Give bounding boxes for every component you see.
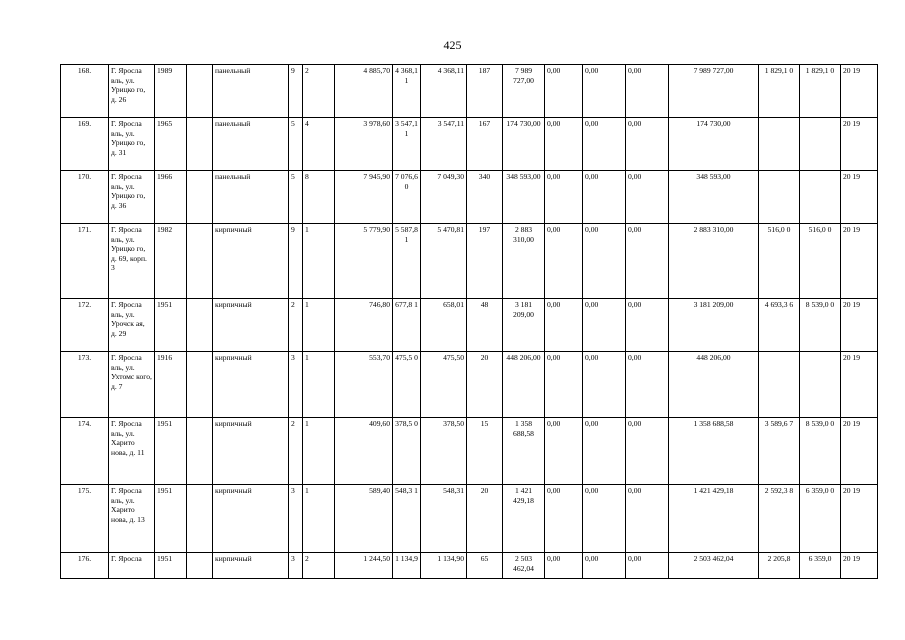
- cell-year-built: 1951: [155, 553, 187, 579]
- cell-area-living: 1 134,9: [393, 553, 421, 579]
- cell-cost-total: 174 730,00: [503, 118, 545, 171]
- cell-year-complete: 20 19: [841, 299, 878, 352]
- cell-area-residential: 378,50: [421, 418, 467, 485]
- cell-year-built: 1951: [155, 485, 187, 553]
- cell-area-total: 3 978,60: [335, 118, 393, 171]
- table-row: [61, 299, 878, 352]
- cell-cost-regional: 0,00: [583, 418, 626, 485]
- cell-wall-material: панельный: [213, 118, 289, 171]
- cell-floors: 3: [289, 352, 303, 418]
- cell-area-residential: 5 470,81: [421, 224, 467, 299]
- cell-unit-cost: [759, 352, 800, 418]
- cell-year-complete: 20 19: [841, 485, 878, 553]
- cell-cost-regional: 0,00: [583, 352, 626, 418]
- cell-residents: 65: [467, 553, 503, 579]
- cell-cost-fund: 1 358 688,58: [669, 418, 759, 485]
- cell-area-residential: 658,01: [421, 299, 467, 352]
- cell-unit-cost: 3 589,6 7: [759, 418, 800, 485]
- cell-year-complete: 20 19: [841, 171, 878, 224]
- cell-unit-limit: 8 539,0 0: [800, 418, 841, 485]
- cell-area-total: 589,40: [335, 485, 393, 553]
- table-row: [61, 118, 878, 171]
- cell-residents: 48: [467, 299, 503, 352]
- cell-blank: [187, 224, 213, 299]
- cell-cost-local: 0,00: [626, 118, 669, 171]
- cell-cost-total: 3 181 209,00: [503, 299, 545, 352]
- cell-number: 169.: [61, 118, 109, 171]
- cell-number: 170.: [61, 171, 109, 224]
- cell-entrances: 4: [303, 118, 335, 171]
- cell-cost-federal: 0,00: [545, 418, 583, 485]
- cell-area-residential: 1 134,90: [421, 553, 467, 579]
- cell-cost-local: 0,00: [626, 418, 669, 485]
- cell-blank: [187, 118, 213, 171]
- cell-cost-fund: 1 421 429,18: [669, 485, 759, 553]
- cell-address: Г. Яросла вль, ул. Урицко го, д. 31: [109, 118, 155, 171]
- cell-cost-regional: 0,00: [583, 485, 626, 553]
- cell-year-complete: 20 19: [841, 224, 878, 299]
- cell-cost-fund: 348 593,00: [669, 171, 759, 224]
- cell-number: 172.: [61, 299, 109, 352]
- cell-year-complete: 20 19: [841, 65, 878, 118]
- cell-entrances: 8: [303, 171, 335, 224]
- table-row: [61, 65, 878, 118]
- cell-blank: [187, 418, 213, 485]
- cell-wall-material: кирпичный: [213, 485, 289, 553]
- cell-area-living: 475,5 0: [393, 352, 421, 418]
- cell-address: Г. Яросла вль, ул. Урицко го, д. 26: [109, 65, 155, 118]
- cell-area-total: 5 779,90: [335, 224, 393, 299]
- cell-unit-cost: 1 829,1 0: [759, 65, 800, 118]
- cell-year-complete: 20 19: [841, 118, 878, 171]
- cell-cost-regional: 0,00: [583, 171, 626, 224]
- cell-cost-fund: 3 181 209,00: [669, 299, 759, 352]
- table-row: [61, 171, 878, 224]
- cell-unit-limit: 6 359,0: [800, 553, 841, 579]
- table-row: [61, 553, 878, 579]
- cell-unit-limit: 8 539,0 0: [800, 299, 841, 352]
- cell-wall-material: панельный: [213, 171, 289, 224]
- cell-residents: 167: [467, 118, 503, 171]
- cell-cost-fund: 448 206,00: [669, 352, 759, 418]
- cell-number: 174.: [61, 418, 109, 485]
- cell-cost-federal: 0,00: [545, 352, 583, 418]
- table-row: [61, 224, 878, 299]
- cell-blank: [187, 65, 213, 118]
- cell-floors: 5: [289, 171, 303, 224]
- cell-year-built: 1951: [155, 418, 187, 485]
- cell-area-total: 7 945,90: [335, 171, 393, 224]
- cell-address: Г. Яросла вль, ул. Урочск ая, д. 29: [109, 299, 155, 352]
- cell-cost-fund: 2 883 310,00: [669, 224, 759, 299]
- cell-cost-federal: 0,00: [545, 171, 583, 224]
- cell-year-complete: 20 19: [841, 553, 878, 579]
- cell-area-living: 677,8 1: [393, 299, 421, 352]
- cell-cost-federal: 0,00: [545, 485, 583, 553]
- cell-address: Г. Яросла вль, ул. Харито нова, д. 13: [109, 485, 155, 553]
- cell-floors: 5: [289, 118, 303, 171]
- cell-entrances: 1: [303, 352, 335, 418]
- cell-unit-limit: 516,0 0: [800, 224, 841, 299]
- cell-cost-total: 2 503 462,04: [503, 553, 545, 579]
- cell-entrances: 2: [303, 553, 335, 579]
- cell-entrances: 1: [303, 224, 335, 299]
- cell-year-built: 1989: [155, 65, 187, 118]
- cell-year-built: 1916: [155, 352, 187, 418]
- cell-cost-total: 2 883 310,00: [503, 224, 545, 299]
- cell-cost-regional: 0,00: [583, 118, 626, 171]
- cell-blank: [187, 299, 213, 352]
- cell-unit-cost: 4 693,3 6: [759, 299, 800, 352]
- cell-area-living: 4 368,1 1: [393, 65, 421, 118]
- table-body: [61, 65, 878, 579]
- cell-floors: 9: [289, 224, 303, 299]
- cell-unit-limit: [800, 118, 841, 171]
- cell-residents: 20: [467, 485, 503, 553]
- cell-year-built: 1966: [155, 171, 187, 224]
- cell-cost-local: 0,00: [626, 224, 669, 299]
- cell-number: 168.: [61, 65, 109, 118]
- cell-residents: 15: [467, 418, 503, 485]
- cell-floors: 2: [289, 299, 303, 352]
- cell-wall-material: панельный: [213, 65, 289, 118]
- cell-area-residential: 548,31: [421, 485, 467, 553]
- cell-unit-cost: [759, 171, 800, 224]
- cell-cost-fund: 174 730,00: [669, 118, 759, 171]
- cell-address: Г. Яросла вль, ул. Урицко го, д. 36: [109, 171, 155, 224]
- cell-floors: 9: [289, 65, 303, 118]
- cell-cost-local: 0,00: [626, 171, 669, 224]
- cell-area-living: 7 076,6 0: [393, 171, 421, 224]
- cell-cost-federal: 0,00: [545, 299, 583, 352]
- cell-area-total: 409,60: [335, 418, 393, 485]
- cell-unit-limit: [800, 352, 841, 418]
- cell-residents: 197: [467, 224, 503, 299]
- cell-cost-local: 0,00: [626, 352, 669, 418]
- cell-floors: 3: [289, 553, 303, 579]
- cell-cost-regional: 0,00: [583, 553, 626, 579]
- cell-cost-federal: 0,00: [545, 118, 583, 171]
- cell-residents: 187: [467, 65, 503, 118]
- cell-wall-material: кирпичный: [213, 299, 289, 352]
- cell-wall-material: кирпичный: [213, 418, 289, 485]
- cell-entrances: 1: [303, 485, 335, 553]
- cell-entrances: 1: [303, 299, 335, 352]
- cell-area-total: 553,70: [335, 352, 393, 418]
- cell-cost-local: 0,00: [626, 65, 669, 118]
- cell-unit-cost: 516,0 0: [759, 224, 800, 299]
- cell-blank: [187, 352, 213, 418]
- cell-residents: 20: [467, 352, 503, 418]
- cell-area-living: 548,3 1: [393, 485, 421, 553]
- cell-address: Г. Яросла вль, ул. Урицко го, д. 69, корп. 3: [109, 224, 155, 299]
- cell-floors: 2: [289, 418, 303, 485]
- cell-cost-federal: 0,00: [545, 553, 583, 579]
- cell-wall-material: кирпичный: [213, 224, 289, 299]
- cell-cost-total: 1 421 429,18: [503, 485, 545, 553]
- cell-cost-regional: 0,00: [583, 65, 626, 118]
- cell-residents: 340: [467, 171, 503, 224]
- cell-cost-total: 448 206,00: [503, 352, 545, 418]
- cell-area-residential: 7 049,30: [421, 171, 467, 224]
- cell-number: 176.: [61, 553, 109, 579]
- cell-area-living: 5 587,8 1: [393, 224, 421, 299]
- cell-unit-cost: [759, 118, 800, 171]
- cell-entrances: 1: [303, 418, 335, 485]
- cell-blank: [187, 171, 213, 224]
- cell-unit-limit: 1 829,1 0: [800, 65, 841, 118]
- cell-address: Г. Яросла: [109, 553, 155, 579]
- cell-unit-limit: 6 359,0 0: [800, 485, 841, 553]
- cell-wall-material: кирпичный: [213, 352, 289, 418]
- cell-cost-regional: 0,00: [583, 224, 626, 299]
- cell-year-built: 1982: [155, 224, 187, 299]
- cell-number: 171.: [61, 224, 109, 299]
- cell-area-residential: 3 547,11: [421, 118, 467, 171]
- table-row: [61, 485, 878, 553]
- cell-blank: [187, 553, 213, 579]
- cell-cost-local: 0,00: [626, 553, 669, 579]
- cell-cost-fund: 2 503 462,04: [669, 553, 759, 579]
- cell-cost-federal: 0,00: [545, 65, 583, 118]
- cell-area-residential: 475,50: [421, 352, 467, 418]
- cell-year-built: 1951: [155, 299, 187, 352]
- housing-registry-table: [60, 64, 878, 579]
- cell-number: 173.: [61, 352, 109, 418]
- cell-area-living: 378,5 0: [393, 418, 421, 485]
- cell-year-built: 1965: [155, 118, 187, 171]
- table-row: [61, 418, 878, 485]
- cell-unit-cost: 2 205,8: [759, 553, 800, 579]
- cell-cost-total: 1 358 688,58: [503, 418, 545, 485]
- cell-area-living: 3 547,1 1: [393, 118, 421, 171]
- cell-cost-local: 0,00: [626, 485, 669, 553]
- cell-unit-limit: [800, 171, 841, 224]
- cell-address: Г. Яросла вль, ул. Ухтомс кого, д. 7: [109, 352, 155, 418]
- page-number: 425: [443, 38, 462, 52]
- cell-cost-fund: 7 989 727,00: [669, 65, 759, 118]
- cell-year-complete: 20 19: [841, 352, 878, 418]
- cell-unit-cost: 2 592,3 8: [759, 485, 800, 553]
- cell-area-total: 4 885,70: [335, 65, 393, 118]
- cell-entrances: 2: [303, 65, 335, 118]
- cell-address: Г. Яросла вль, ул. Харито нова, д. 11: [109, 418, 155, 485]
- cell-cost-total: 7 989 727,00: [503, 65, 545, 118]
- cell-blank: [187, 485, 213, 553]
- cell-cost-local: 0,00: [626, 299, 669, 352]
- cell-wall-material: кирпичный: [213, 553, 289, 579]
- cell-area-total: 1 244,50: [335, 553, 393, 579]
- cell-year-complete: 20 19: [841, 418, 878, 485]
- cell-number: 175.: [61, 485, 109, 553]
- cell-area-residential: 4 368,11: [421, 65, 467, 118]
- cell-cost-federal: 0,00: [545, 224, 583, 299]
- cell-area-total: 746,80: [335, 299, 393, 352]
- table-row: [61, 352, 878, 418]
- cell-cost-total: 348 593,00: [503, 171, 545, 224]
- cell-floors: 3: [289, 485, 303, 553]
- cell-cost-regional: 0,00: [583, 299, 626, 352]
